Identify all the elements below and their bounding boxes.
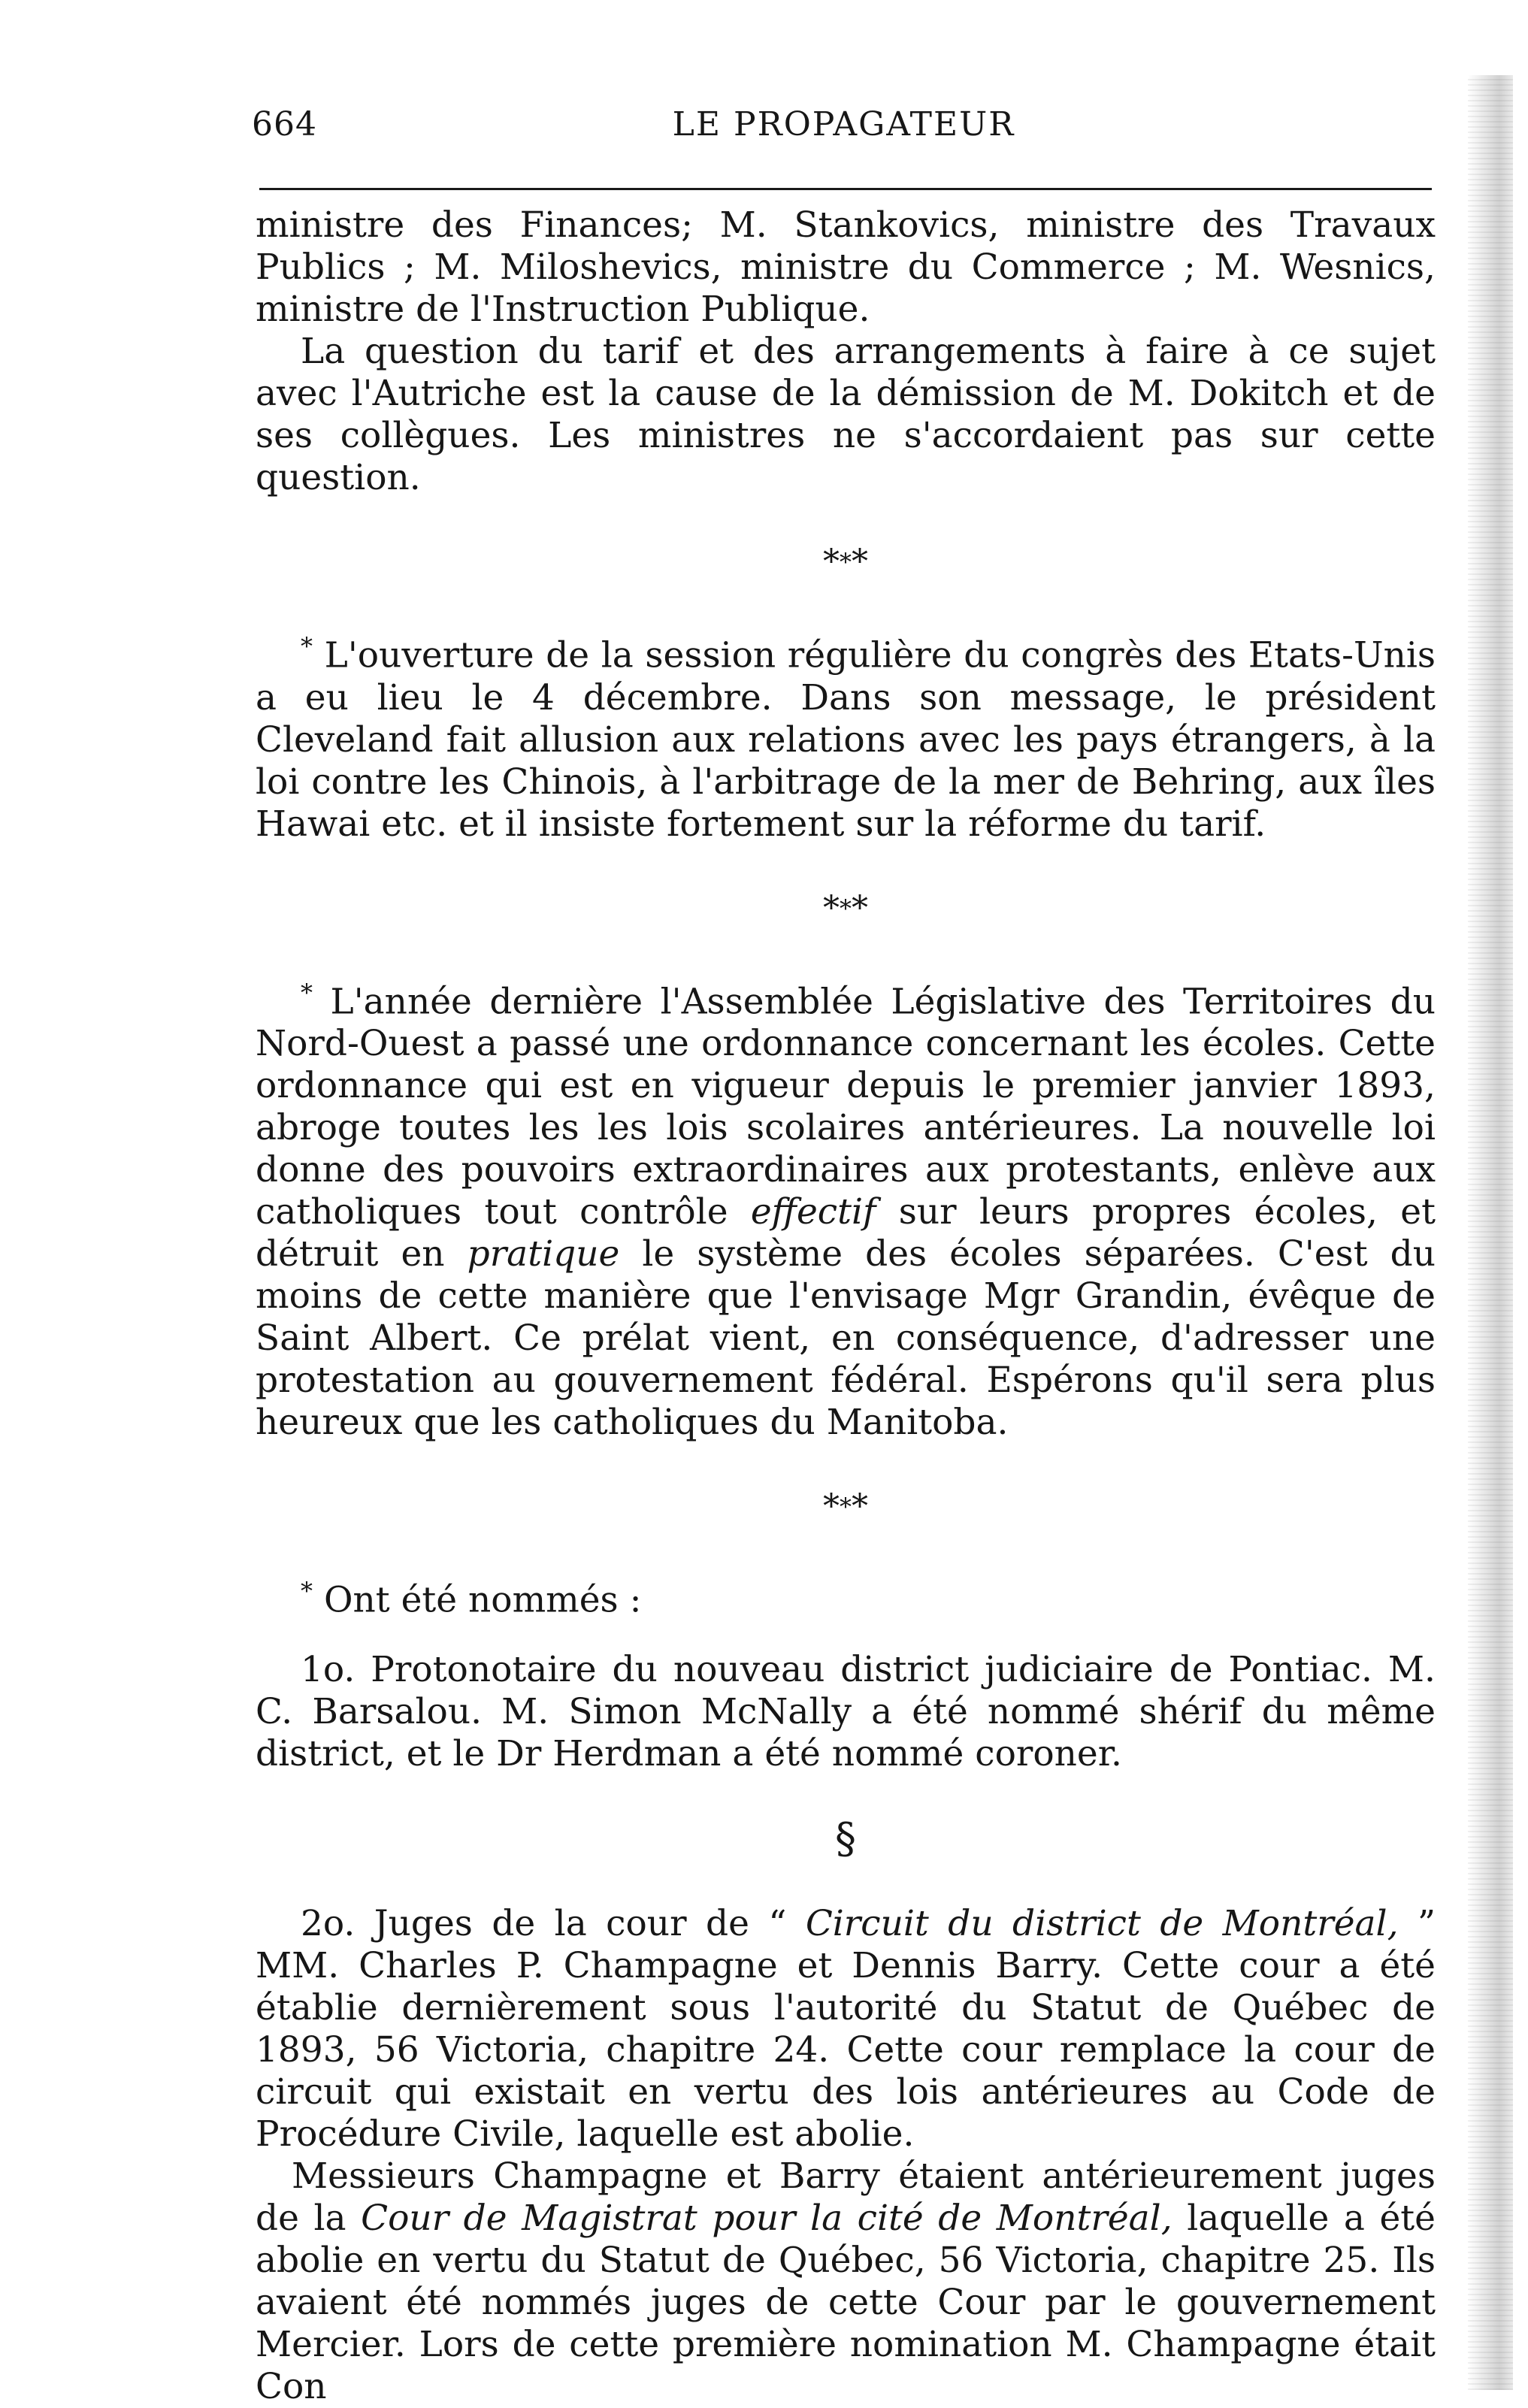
asterism-star-right: * (852, 1487, 868, 1526)
asterism-star-right: * (852, 543, 868, 581)
italic-effectif: effectif (750, 1191, 876, 1233)
paragraph-territories-text-a: L'année dernière l'Assemblée Législative des Territoires du Nord-Ouest a passé une ordonnance concernant les écoles. Cette ordonnance qui est en vigueur depuis le premier janvier 1893, abroge toutes les les lois scolaires antérieures. La nouvelle loi donne des pouvoirs extraordinaires aux protestants, enlève aux catholiques tout contrôle (256, 981, 1436, 1233)
bullet-star: * (301, 1577, 313, 1606)
scan-edge-shadow (1468, 75, 1513, 2390)
paragraph-appointments-intro (256, 1570, 1436, 1622)
bullet-star: * (301, 978, 313, 1007)
italic-magistrate-court: Cour de Magistrat pour la cité de Montréal, (361, 2197, 1172, 2239)
italic-pratique: pratique (467, 1233, 620, 1275)
section-sign: § (835, 1814, 856, 1863)
header-rule (259, 188, 1432, 190)
paragraph-circuit-judges (256, 1903, 1436, 2155)
page-number: 664 (252, 105, 317, 144)
paragraph-territories-text-c: le système des écoles séparées. C'est du moins de cette manière que l'envisage Mgr Grandin, évêque de Saint Albert. Ce prélat vient, en conséquence, d'adresser une protestation au gouvernement fédéral. Espérons qu'il sera plus heureux que les catholiques du Manitoba. (256, 1233, 1436, 1444)
paragraph-congress (256, 625, 1436, 846)
bullet-star: * (301, 632, 313, 661)
asterism-star-left: * (823, 543, 840, 581)
paragraph-protonotary: 1o. Protonotaire du nouveau district judiciaire de Pontiac. M. C. Barsalou. M. Simon McNally a été nommé shérif du même district, et le Dr Herdman a été nommé coroner. (256, 1648, 1436, 1774)
running-title: LE PROPAGATEUR (672, 105, 1015, 144)
asterism-star-left: * (823, 888, 840, 927)
spacer (256, 1622, 1436, 1649)
paragraph-territories-text-b: sur leurs propres écoles, et détruit en (256, 1191, 1436, 1275)
asterism-1 (256, 499, 1436, 625)
section-mark (256, 1775, 1436, 1903)
asterism-star-mid: * (840, 548, 852, 576)
paragraph-magistrate-court-text-b: laquelle a été abolie en vertu du Statut de Québec, 56 Victoria, chapitre 25. Ils avaient été nommés juges de cette Cour par le gouvernement Mercier. Lors de cette première nomination M. Champagne était Con (256, 2197, 1436, 2407)
article-body (256, 204, 1436, 2408)
paragraph-ministers: ministre des Finances; M. Stankovics, ministre des Travaux Publics ; M. Miloshevics, ministre du Commerce ; M. Wesnics, ministre de l'Instruction Publique. (256, 204, 1436, 330)
asterism-star-mid: * (840, 894, 852, 923)
paragraph-circuit-judges-text-a: 2o. Juges de la cour de “ (301, 1902, 806, 1944)
paragraph-appointments-intro-text: Ont été nommés : (323, 1579, 642, 1621)
paragraph-congress-text: L'ouverture de la session régulière du congrès des Etats-Unis a eu lieu le 4 décembre. Dans son message, le président Cleveland fait allusion aux relations avec les pays étrangers, à la loi contre les Chinois, à l'arbitrage de la mer de Behring, aux îles Hawai etc. et il insiste fortement sur la réforme du tarif. (256, 634, 1436, 845)
asterism-3 (256, 1444, 1436, 1570)
asterism-2 (256, 846, 1436, 972)
paragraph-magistrate-court (256, 2155, 1436, 2408)
paragraph-tariff: La question du tarif et des arrangements à faire à ce sujet avec l'Autriche est la cause de la démission de M. Dokitch et de ses collègues. Les ministres ne s'accordaient pas sur cette question. (256, 331, 1436, 498)
italic-circuit-district: Circuit du district de Montréal, (805, 1902, 1399, 1944)
asterism-star-mid: * (840, 1493, 852, 1522)
paragraph-magistrate-court-text-a: Messieurs Champagne et Barry étaient antérieurement juges de la (256, 2155, 1436, 2239)
paragraph-circuit-judges-text-b: ” MM. Charles P. Champagne et Dennis Barry. Cette cour a été établie dernièrement sous l'autorité du Statut de Québec de 1893, 56 Victoria, chapitre 24. Cette cour remplace la cour de circuit qui existait en vertu des lois antérieures au Code de Procédure Civile, laquelle est abolie. (256, 1902, 1436, 2155)
paragraph-territories (256, 972, 1436, 1444)
page-header (252, 105, 1436, 158)
asterism-star-right: * (852, 888, 868, 927)
asterism-star-left: * (823, 1487, 840, 1526)
